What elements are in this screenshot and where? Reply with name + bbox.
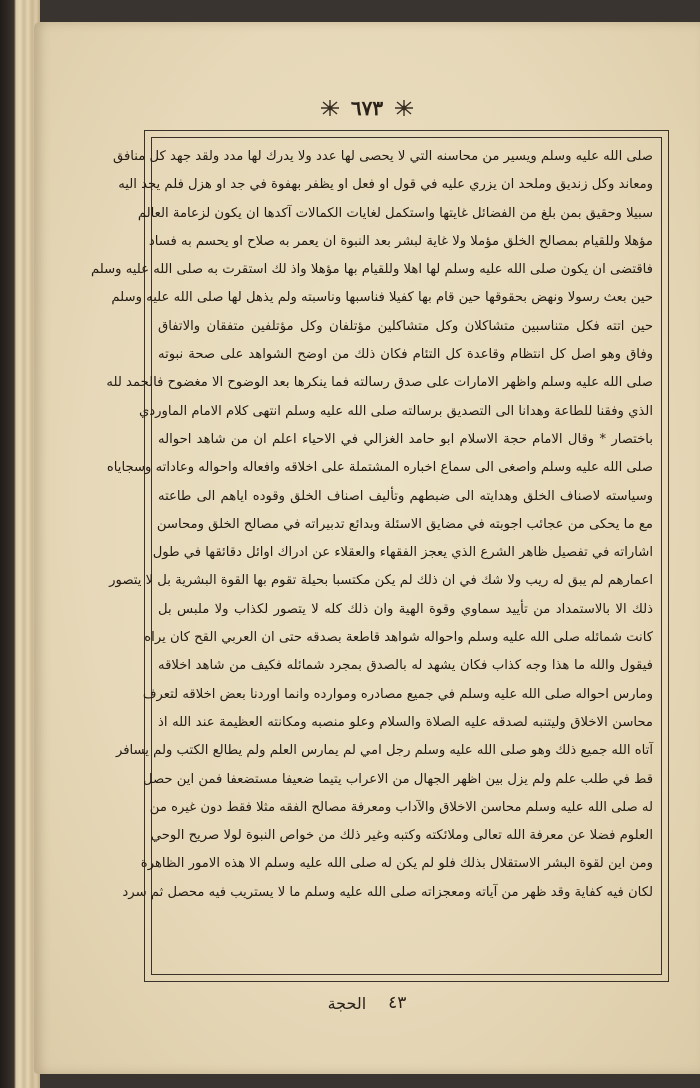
- text-line: لكان فيه كفاية وقد ظهر من آياته ومعجزاته صلى الله عليه وسلم ما لا يستريب فيه محصل ثم سرد: [122, 884, 653, 900]
- text-line: العلوم فضلا عن معرفة الله تعالى وملائكته وكتبه وغير ذلك من خواص النبوة لولا صريح الوحي: [150, 828, 653, 844]
- floral-ornament-icon: [391, 98, 417, 118]
- text-line: له صلى الله عليه وسلم محاسن الاخلاق والآداب ومعرفة مصالح الفقه مثلا فقط دون غيره من: [149, 799, 653, 815]
- text-line: ومارس احواله صلى الله عليه وسلم في جميع مصادره وموارده وانما اوردنا بعض اخلاقه لتعرف: [142, 686, 653, 702]
- footer-title: الحجة: [327, 993, 367, 1013]
- text-line: اعمارهم لم يبق له ريب ولا شك في ان ذلك لم يكن مكتسبا بحيلة تقوم بها القوة البشرية بل لا يتصور: [109, 573, 653, 589]
- text-line: كانت شمائله صلى الله عليه وسلم واحواله شواهد قاطعة بصدقه حتى ان العربي القح كان يراه: [144, 630, 653, 646]
- text-line: ومعاند وكل زنديق وملحد ان يزري عليه في قول او فعل او يظفر بهفوة في جد او هزل فلم يجد اليه: [118, 177, 653, 193]
- text-line: الذي وفقنا للطاعة وهدانا الى التصديق برسالته صلى الله عليه وسلم انتهى كلام الامام الماوردي: [138, 403, 653, 419]
- text-line: اشاراته في تفصيل ظاهر الشرع الذي يعجز الفقهاء والعقلاء عن ادراك اوائل دقائقها في طول: [152, 545, 653, 561]
- page-number: ٦٧٣: [350, 96, 384, 120]
- text-line: حين بعث رسولا ونهض بحقوقها حين قام بها كفيلا فناسبها وناسبته ولم يذهل لها صلى الله عليه وسلم: [111, 290, 653, 306]
- text-line: باختصار * وقال الامام حجة الاسلام ابو حامد الغزالي في الاحياء اعلم ان من شاهد احواله: [158, 431, 653, 447]
- text-line: مع ما يحكى من عجائب اجوبته في مضايق الاسئلة وبدائع تدبيراته في مصالح الخلق ومحاسن: [156, 516, 653, 532]
- text-line: صلى الله عليه وسلم ويسير من محاسنه التي لا يحصى لها عدد ولا يدرك لها مدد ولقد جهد كل منافق: [112, 149, 653, 164]
- book-page: [34, 22, 700, 1074]
- text-line: سبيلا وحقيق بمن بلغ من الفضائل غايتها واستكمل لغايات الكمالات آكدها ان يكون لزعامة العالم: [137, 205, 653, 221]
- arabic-text-body: [90, 143, 653, 969]
- text-line: ذلك الا بالاستمداد من تأييد سماوي وقوة الهية وان ذلك كله لا يتصور لكذاب ولا ملبس بل: [158, 601, 653, 617]
- signature-number: ٤٣: [388, 993, 407, 1013]
- text-line: صلى الله عليه وسلم واصغى الى سماع اخباره المشتملة على اخلاقه وافعاله واحواله وعاداته وسجاياه: [106, 460, 653, 476]
- floral-ornament-icon: [317, 98, 343, 118]
- text-line: وسياسته لاصناف الخلق وهدايته الى ضبطهم وتأليف اصناف الخلق وقوده اياهم الى طاعته: [158, 488, 653, 504]
- text-line: وفاق وهو اصل كل انتظام وقاعدة كل التئام فكان ذلك من اوضح الشواهد على صحة نبوته: [158, 347, 653, 363]
- text-line: ومن اين لقوة البشر الاستقلال بذلك فلو لم يكن له صلى الله عليه وسلم الا هذه الامور الظاهرة: [140, 856, 653, 872]
- text-line: محاسن الاخلاق وليتنبه لصدقه عليه الصلاة والسلام وعلو منصبه ومكانته العظيمة عند الله اذ: [158, 714, 653, 730]
- page-header: [34, 92, 700, 124]
- text-line: مؤهلا وللقيام بمصالح الخلق مؤملا ولا غاية لبشر بعد النبوة ان يعمر به صلاح او يحسم به فساد: [148, 233, 653, 249]
- text-line: فاقتضى ان يكون صلى الله عليه وسلم لها اهلا وللقيام بها مؤهلا واذ لك استقرت به صلى الله عليه وسلم: [90, 262, 653, 278]
- page-footer: [34, 988, 700, 1018]
- text-line: فيقول والله ما هذا وجه كذاب فكان يشهد له بالصدق بمجرد شمائله فكيف من شاهد اخلاقه: [158, 658, 653, 674]
- text-line: قط في طلب علم ولم يزل بين اظهر الجهال من الاعراب يتيما ضعيفا مستضعفا فمن اين حصل: [143, 771, 653, 787]
- text-line: حين اتته فكل متناسبين متشاكلان وكل متشاكلين مؤتلفان وكل مؤتلفين متفقان والاتفاق: [158, 318, 653, 334]
- text-line: صلى الله عليه وسلم واظهر الامارات على صدق رسالته فما ينكرها بعد الوضوح الا مغضوح فالحمد لله: [106, 375, 653, 391]
- text-line: آتاه الله جميع ذلك وهو صلى الله عليه وسلم رجل امي لم يمارس العلم ولم يطالع الكتب ولم يسافر: [115, 743, 653, 759]
